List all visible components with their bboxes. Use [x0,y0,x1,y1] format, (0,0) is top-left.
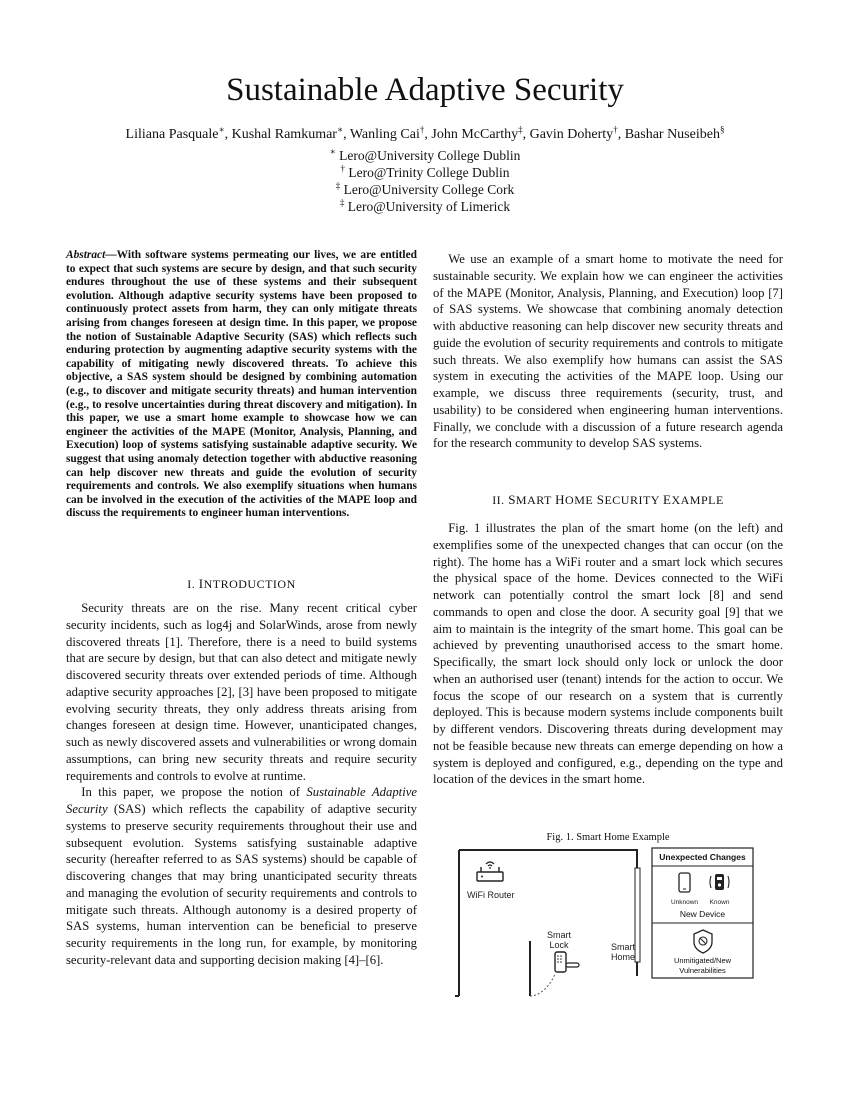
abstract-text: —With software systems permeating our lives, we are entitled to expect that such systems are secure by design, and that such security endures throughout the use of these systems and their subsequent evolution. Although adaptive security systems have been proposed to continuously protect assets from harm, they can only mitigate threats arising from changes foreseen at design time. In this paper, we propose the notion of Sustainable Adaptive Security (SAS) which reflects such enduring protection by augmenting adaptive security systems with the capability of mitigating newly discovered threats. To achieve this objective, a SAS system should be designed by combining automation (e.g., to discover and mitigate security threats) and human intervention (e.g., to resolve uncertainties during threat discovery and mitigation). In this paper, we use a smart home example to showcase how we can engineer the activities of the MAPE (Monitor, Analysis, Planning, and Execution) loop of systems satisfying sustainable adaptive security. We suggest that using anomaly detection together with abductive reasoning can help discover new threats and guide the evolution of security requirements and controls. We also exemplify situations when humans can be involved in the execution of the activities of the MAPE loop and discuss the requirements to engineer human interventions. [66,249,417,520]
smart-lock-label: Smart [546,930,572,940]
author-name: Gavin Doherty [529,127,614,142]
heading-initial: S [508,492,516,507]
abstract-lead: Abstract [66,249,106,261]
heading-initial: E [663,492,672,507]
paragraph-text: In this paper, we propose the notion of [81,785,307,800]
paragraph [66,784,417,968]
panel-title: Unexpected Changes [659,852,746,862]
smart-home-label: Smart [610,942,636,952]
section-heading-introduction [66,576,417,592]
phone-icon [679,873,690,892]
author-mark: ∗ [336,124,344,135]
section-numeral: I. [187,577,196,591]
author-name: Kushal Ramkumar [231,127,337,142]
author-name: John McCarthy [431,127,519,142]
vulnerabilities-label: Vulnerabilities [679,966,726,975]
author-name: Wanling Cai [349,127,420,142]
author-mark: † [419,124,425,135]
figure-caption: Fig. 1. Smart Home Example [546,832,670,843]
introduction-body [66,600,417,969]
heading-rest: ECURITY [604,493,664,507]
paragraph: We use an example of a smart home to motivate the need for sustainable security. We explain how we can engineer the activities of the MAPE (Monitor, Analysis, Planning, and Execution) loop [7] of SAS systems. We showcase that combining anomaly detection with abductive reasoning can help discover new security threats and guide the evolution of security requirements and controls to mitigate such threats. We also exemplify how humans can assist the SAS system in executing the activities of the MAPE loop. Using our example, we discuss three requirements (security, trust, and usability) to be considered when engineering human interventions. Finally, we conclude with a discussion of a future research agenda for the research community to develop SAS systems. [433,252,783,451]
emphasis-sas: Sustainable Adaptive Security [66,785,417,816]
author-list: Liliana Pasquale∗, Kushal Ramkumar∗, Wanling Cai†, John McCarthy‡, Gavin Doherty†, Bashar Nuseibeh§ [125,124,725,142]
new-device-label: New Device [679,909,726,919]
section-heading-initial: I [198,576,204,591]
affiliation-text: Lero@University College Cork [343,182,515,197]
smart-lock-icon [555,952,579,972]
affiliation-mark: ∗ [329,146,336,157]
affiliation-text: Lero@Trinity College Dublin [348,165,510,180]
smart-lock-label: Lock [549,940,569,950]
door-swing [530,974,555,996]
author-mark: ‡ [518,124,523,135]
paragraph-text: (SAS) which reflects the capability of adaptive security systems to preserve security requirements throughout their use and subsequent evolution. Systems satisfying sustainable adaptive security (hereafter referred to as SAS systems) should be capable of discovering changes that may bring unanticipated security threats and managing the evolution of security requirements and controls to mitigate such threats. Although autonomy is a desired property of SAS systems, human intervention can be beneficial to preserve security requirements in the long run, for example, by monitoring security-relevant data and supporting decision making [4]–[6]. [66,802,417,967]
affiliation [0,181,850,198]
heading-rest: XAMPLE [671,493,724,507]
author-name: Bashar Nuseibeh [624,127,720,142]
wifi-router-label: WiFi Router [467,890,515,900]
affiliation-mark: ‡ [339,197,345,208]
paragraph: Fig. 1 illustrates the plan of the smart home (on the left) and exemplifies some of the unexpected changes that can occur (on the right). The home has a WiFi router and a smart lock which secures the physical space of the home. Devices connected to the WiFi network can potentially control the smart lock [8] and send commands to open and close the door. A security goal [9] that we aim to maintain is the integrity of the smart home. This goal can be achieved by preventing unauthorised access to the smart home. Specifically, the smart lock should only lock or unlock the door when an authorised user (tenant) intends for the action to occur. We focus the scope of our research on a system that is currently deployed. This is because modern systems include components built by different vendors. Discovering threats during development may not be feasible because new threats can emerge depending on how a system is deployed and configured, e.g., depending on the type and location of the devices in the smart home. [433,521,783,787]
affiliation [0,198,850,215]
heading-initial: S [596,492,605,507]
vulnerability-shield-icon [694,930,712,953]
affiliation-mark: † [340,163,345,174]
introduction-continued [433,251,783,452]
door [635,868,640,962]
paragraph: Security threats are on the rise. Many recent critical cyber security incidents, such as log4j and SolarWinds, arose from newly discovered threats [1]. Therefore, there is a need to build systems that are secure by design, but that can also detect and mitigate newly discovered security threats over extended periods of time. Although adaptive security approaches [2], [3] have been proposed to mitigate evolving security threats, they only address threats arising from changes foreseen at design time. However, unanticipated changes, such as newly discovered assets and vulnerabilities or wrong domain assumptions, can bring new security threats and require security requirements and controls to evolve at runtime. [66,601,417,783]
author-mark: § [719,124,725,135]
heading-rest: MART [515,493,556,507]
smart-home-figure [455,846,755,998]
author-mark: † [613,124,618,135]
wifi-router-icon [477,862,503,881]
section-heading-smart-home [433,492,783,508]
abstract [66,249,417,521]
unknown-label: Unknown [670,899,699,906]
vulnerabilities-label: Unmitigated/New [673,956,732,965]
heading-initial: H [555,492,566,507]
smart-home-label: Home [610,952,636,962]
affiliation [0,147,850,164]
affiliation-text: Lero@University College Dublin [339,148,521,163]
section-numeral: II. [492,493,505,507]
smart-home-diagram [455,846,755,998]
smart-home-body [433,520,783,788]
author-mark: ∗ [218,124,225,135]
paper-title: Sustainable Adaptive Security [226,72,624,108]
affiliation-text: Lero@University of Limerick [347,199,511,214]
affiliation-mark: ‡ [335,180,341,191]
heading-rest: OME [565,493,597,507]
section-heading-rest: NTRODUCTION [203,577,296,591]
known-label: Known [709,899,730,906]
affiliation [0,164,850,181]
author-name: Liliana Pasquale [125,127,219,142]
